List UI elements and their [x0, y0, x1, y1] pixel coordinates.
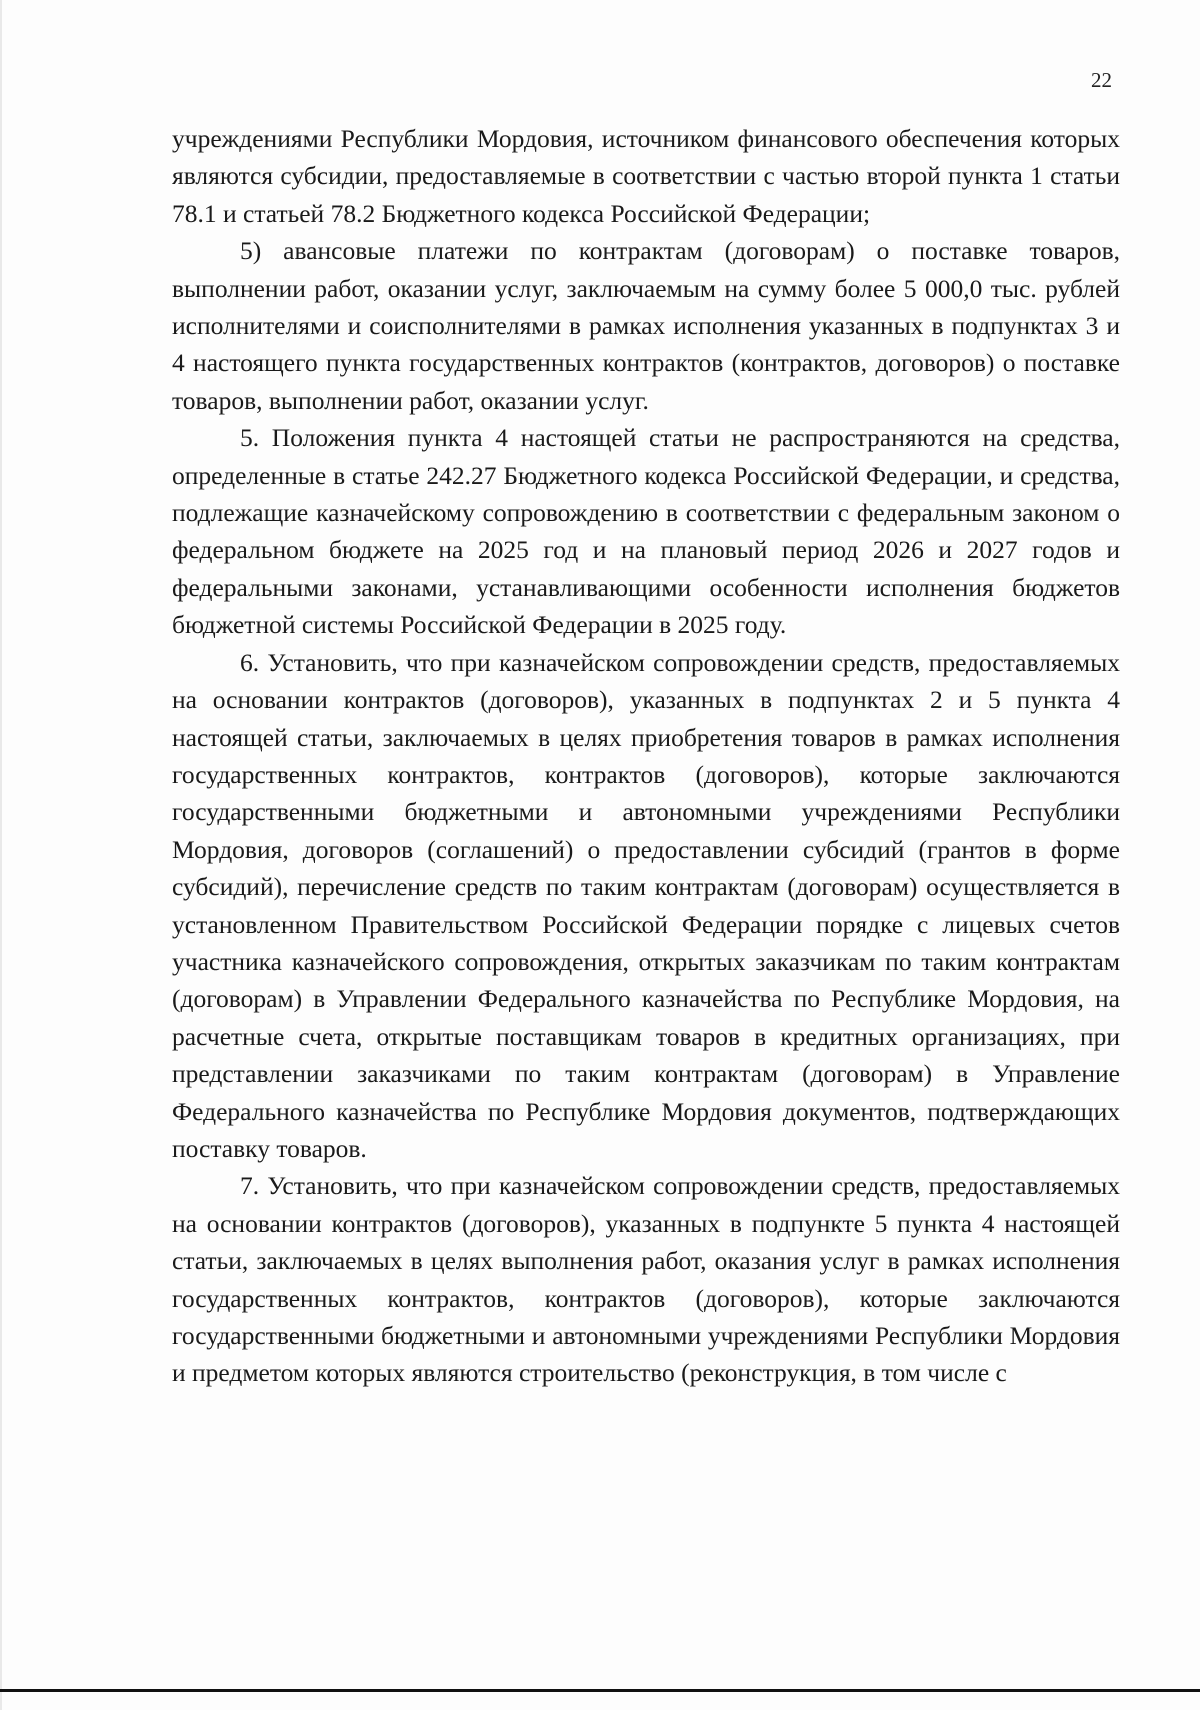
document-body — [172, 120, 1120, 1392]
paragraph-continuation: учреждениями Республики Мордовия, источником финансового обеспечения которых являются субсидии, предоставляемые в соответствии с частью второй пункта 1 статьи 78.1 и статьей 78.2 Бюджетного кодекса Российской Федерации; — [172, 124, 1120, 228]
page-edge-shadow — [0, 0, 2, 1710]
paragraph-point-7: 7. Установить, что при казначейском сопровождении средств, предоставляемых на основании контрактов (договоров), указанных в подпункте 5 пункта 4 настоящей статьи, заключаемых в целях выполнения работ, оказания услуг в рамках исполнения государственных контрактов, контрактов (договоров), которые заключаются государственными бюджетными и автономными учреждениями Республики Мордовия и предметом которых являются строительство (реконструкция, в том числе с — [172, 1171, 1120, 1388]
paragraph-point-5: 5. Положения пункта 4 настоящей статьи не распространяются на средства, определенные в статье 242.27 Бюджетного кодекса Российской Федерации, и средства, подлежащие казначейскому сопровождению в соответствии с федеральным законом о федеральном бюджете на 2025 год и на плановый период 2026 и 2027 годов и федеральными законами, устанавливающими особенности исполнения бюджетов бюджетной системы Российской Федерации в 2025 году. — [172, 423, 1120, 640]
scan-bottom-edge — [0, 1689, 1200, 1692]
page-number: 22 — [1091, 68, 1112, 92]
paragraph-item-5-subpoint: 5) авансовые платежи по контрактам (договорам) о поставке товаров, выполнении работ, оказании услуг, заключаемым на сумму более 5 000,0 тыс. рублей исполнителями и соисполнителями в рамках исполнения указанных в подпунктах 3 и 4 настоящего пункта государственных контрактов (контрактов, договоров) о поставке товаров, выполнении работ, оказании услуг. — [172, 236, 1120, 415]
paragraph-point-6: 6. Установить, что при казначейском сопровождении средств, предоставляемых на основании контрактов (договоров), указанных в подпунктах 2 и 5 пункта 4 настоящей статьи, заключаемых в целях приобретения товаров в рамках исполнения государственных контрактов, контрактов (договоров), которые заключаются государственными бюджетными и автономными учреждениями Республики Мордовия, договоров (соглашений) о предоставлении субсидий (грантов в форме субсидий), перечисление средств по таким контрактам (договорам) осуществляется в установленном Правительством Российской Федерации порядке с лицевых счетов участника казначейского сопровождения, открытых заказчикам по таким контрактам (договорам) в Управлении Федерального казначейства по Республике Мордовия, на расчетные счета, открытые поставщикам товаров в кредитных организациях, при представлении заказчиками по таким контрактам (договорам) в Управление Федерального казначейства по Республике Мордовия документов, подтверждающих поставку товаров. — [172, 647, 1120, 1163]
